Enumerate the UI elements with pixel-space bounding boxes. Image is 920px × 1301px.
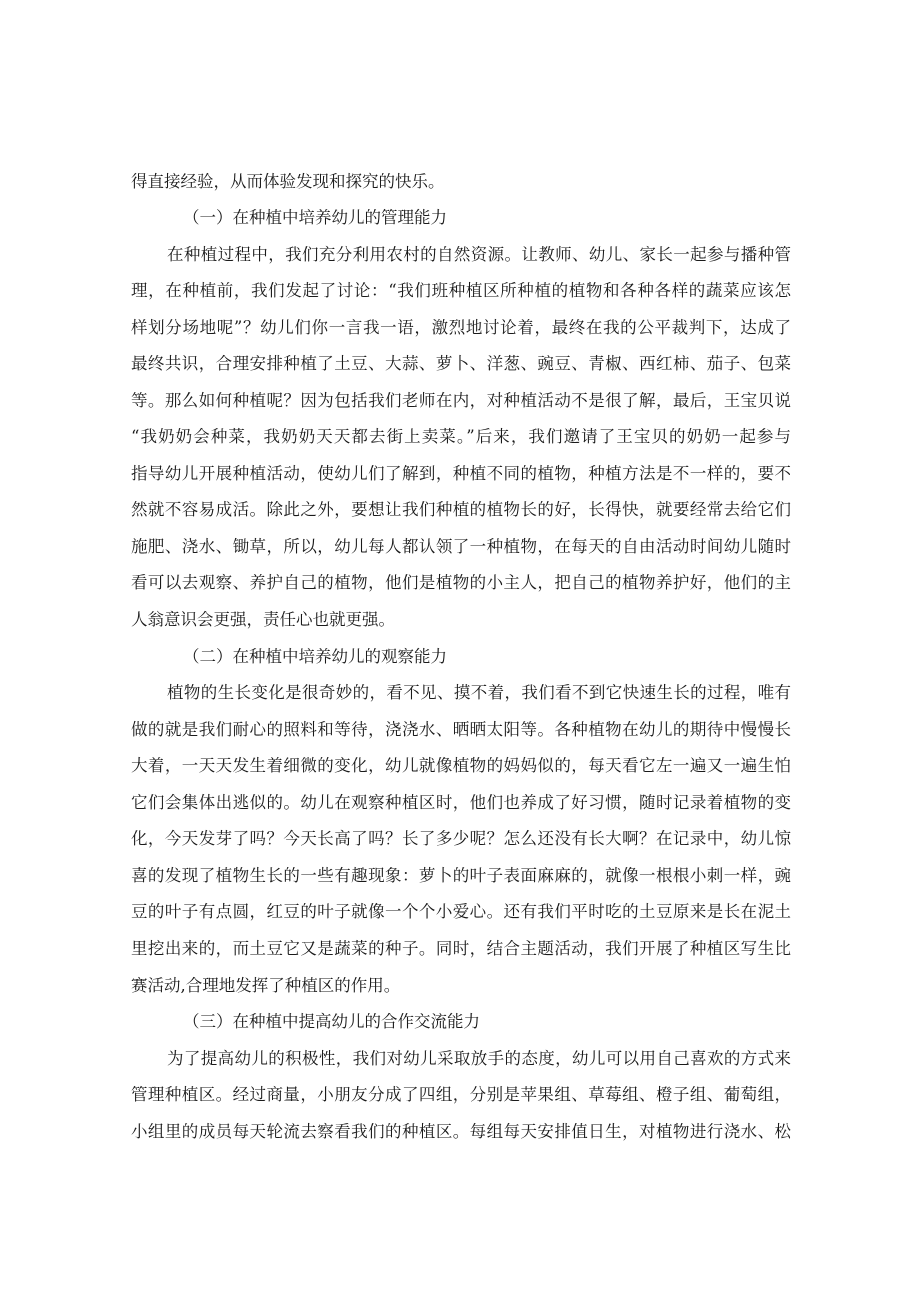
paragraph-line: 得直接经验，从而体验发现和探究的快乐。 — [131, 172, 445, 191]
paragraph-line: 人翁意识会更强，责任心也就更强。 — [131, 610, 395, 629]
paragraph-line: 在种植过程中，我们充分利用农村的自然资源。让教师、幼儿、家长一起参与播种管 — [167, 245, 791, 264]
paragraph-line: 等。那么如何种植呢？因为包括我们老师在内，对种植活动不是很了解，最后，王宝贝说 — [131, 391, 791, 410]
paragraph-line: 管理种植区。经过商量，小朋友分成了四组，分别是苹果组、草莓组、橙子组、葡萄组， — [131, 1085, 791, 1104]
paragraph-line: 指导幼儿开展种植活动，使幼儿们了解到，种植不同的植物，种植方法是不一样的，要不 — [131, 464, 791, 483]
paragraph-line: 理，在种植前，我们发起了讨论：“我们班种植区所种植的植物和各种各样的蔬菜应该怎 — [131, 281, 791, 300]
paragraph-line: 然就不容易成活。除此之外，要想让我们种植的植物长的好，长得快，就要经常去给它们 — [131, 500, 791, 519]
paragraph-line: 喜的发现了植物生长的一些有趣现象：萝卜的叶子表面麻麻的，就像一根根小刺一样，豌 — [131, 866, 791, 885]
paragraph-line: 样划分场地呢”？幼儿们你一言我一语，激烈地讨论着，最终在我的公平裁判下，达成了 — [131, 318, 791, 337]
paragraph-line: 为了提高幼儿的积极性，我们对幼儿采取放手的态度，幼儿可以用自己喜欢的方式来 — [167, 1049, 791, 1068]
section-heading-management: （一）在种植中培养幼儿的管理能力 — [183, 208, 447, 227]
paragraph-line: “我奶奶会种菜，我奶奶天天都去街上卖菜。”后来，我们邀请了王宝贝的奶奶一起参与 — [131, 427, 791, 446]
paragraph-line: 最终共识，合理安排种植了土豆、大蒜、萝卜、洋葱、豌豆、青椒、西红柿、茄子、包菜 — [131, 354, 791, 373]
section-heading-cooperation: （三）在种植中提高幼儿的合作交流能力 — [183, 1012, 480, 1031]
paragraph-line: 看可以去观察、养护自己的植物，他们是植物的小主人，把自己的植物养护好，他们的主 — [131, 573, 791, 592]
paragraph-line: 里挖出来的，而土豆它又是蔬菜的种子。同时，结合主题活动，我们开展了种植区写生比 — [131, 939, 791, 958]
paragraph-line: 化，今天发芽了吗？今天长高了吗？长了多少呢？怎么还没有长大啊？在记录中，幼儿惊 — [131, 829, 791, 848]
paragraph-line: 大着，一天天发生着细微的变化，幼儿就像植物的妈妈似的，每天看它左一遍又一遍生怕 — [131, 756, 791, 775]
section-heading-observation: （二）在种植中培养幼儿的观察能力 — [183, 647, 447, 666]
paragraph-line: 施肥、浇水、锄草，所以，幼儿每人都认领了一种植物，在每天的自由活动时间幼儿随时 — [131, 537, 791, 556]
paragraph-line: 植物的生长变化是很奇妙的，看不见、摸不着，我们看不到它快速生长的过程，唯有 — [167, 683, 791, 702]
paragraph-line: 豆的叶子有点圆，红豆的叶子就像一个个小爱心。还有我们平时吃的土豆原来是长在泥土 — [131, 902, 791, 921]
paragraph-line: 它们会集体出逃似的。幼儿在观察种植区时，他们也养成了好习惯，随时记录着植物的变 — [131, 793, 791, 812]
paragraph-line: 小组里的成员每天轮流去察看我们的种植区。每组每天安排值日生，对植物进行浇水、松 — [131, 1122, 791, 1141]
paragraph-line: 赛活动,合理地发挥了种植区的作用。 — [131, 976, 401, 995]
paragraph-line: 做的就是我们耐心的照料和等待，浇浇水、晒晒太阳等。各种植物在幼儿的期待中慢慢长 — [131, 720, 791, 739]
